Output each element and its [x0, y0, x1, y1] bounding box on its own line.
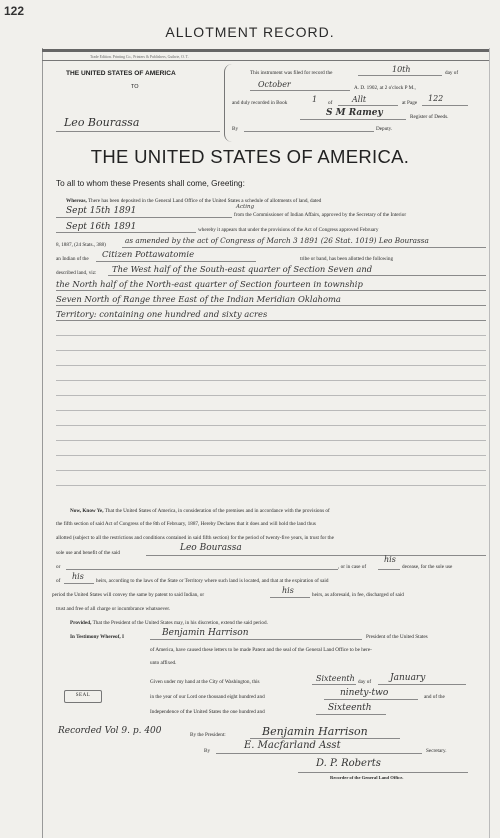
provided-text: That the President of the United States may, in his discretion, extend the said period.: [92, 620, 268, 626]
whereas-text-1: There has been deposited in the General Land Office of the United States a schedule of allotments of land, dated: [88, 198, 322, 204]
know-ye-or: or: [56, 564, 61, 570]
his-1-line: [378, 569, 400, 570]
acting-note: Acting: [236, 204, 255, 210]
whereas-lead: Whereas,: [66, 198, 87, 204]
testimony-text-3: unto affixed.: [150, 660, 177, 666]
whereas-text-4: 8, 1887, (24 Stats., 388): [56, 242, 106, 248]
given-text-2b: and of the: [424, 694, 445, 700]
blank-rule: [56, 470, 486, 471]
whereas-text-2: from the Commissioner of Indian Affairs, approved by the Secretary of the Interior: [234, 212, 407, 218]
blank-rule: [56, 335, 486, 336]
seal-label: SEAL: [75, 693, 91, 698]
page-number: 122: [4, 4, 25, 18]
deputy-label: Deputy.: [376, 126, 393, 132]
blank-rule: [56, 485, 486, 486]
register-signature: S M Ramey: [326, 108, 383, 118]
whereas-text-6: described land, viz:: [56, 270, 97, 276]
amendment-note: as amended by the act of Congress of March 3 1891 (26 Stat. 1019) Leo Bourassa: [125, 236, 429, 245]
by-president-label: By the President:: [190, 732, 226, 738]
page-value: 122: [428, 94, 444, 103]
greeting: To all to whom these Presents shall come, Greeting:: [56, 179, 245, 188]
blank-rule: [56, 350, 486, 351]
schedule-date: Sept 15th 1891: [66, 206, 137, 216]
given-year-line: [324, 699, 418, 700]
book-type-line: [338, 105, 398, 106]
his-3: his: [282, 586, 294, 595]
given-text-1b: day of: [358, 679, 372, 685]
filed-text: This instrument was filed for record the: [250, 70, 333, 76]
blank-rule: [56, 395, 486, 396]
line-7: [56, 290, 486, 291]
given-month-line: [378, 684, 466, 685]
whereas-text-5-end: tribe or band, has been allotted the following: [300, 256, 394, 262]
know-ye-line-1: [70, 508, 330, 514]
land-description-3: Seven North of Range three East of the Indian Meridian Oklahoma: [56, 294, 341, 304]
land-description-4: Territory: containing one hundred and sixty acres: [56, 309, 268, 319]
provided-line: [70, 620, 268, 626]
his-2: his: [72, 572, 84, 581]
day-of-label: day of: [445, 70, 459, 76]
register-title: Register of Deeds.: [410, 114, 449, 120]
recorded-volume-note: Recorded Vol 9. p. 400: [58, 726, 162, 736]
tribe-line: [96, 261, 256, 262]
know-ye-text-2: the fifth section of said Act of Congress of the 8th of February, 1887, Hereby Declares that it does and will hold the land thus: [56, 521, 316, 527]
blank-rule: [56, 455, 486, 456]
filed-month: October: [258, 80, 291, 89]
land-description-2: the North half of the North-east quarter of Section fourteen in township: [56, 279, 363, 289]
given-text-3: Independence of the United States the one hundred and: [150, 709, 265, 715]
ad-text: A. D. 1902, at 2 o'clock P M.,: [354, 85, 416, 91]
know-ye-text-7b: heirs, as aforesaid, in fee, discharged of said: [312, 592, 404, 598]
provided-lead: Provided,: [70, 620, 92, 626]
given-indep-line: [316, 714, 386, 715]
recorder-signature: D. P. Roberts: [316, 758, 381, 769]
by-label: By: [232, 126, 239, 132]
header-top-rule: [42, 49, 489, 52]
blank-rule: [56, 425, 486, 426]
given-month: January: [390, 673, 426, 683]
book-number: 1: [312, 95, 318, 104]
line-4: [122, 247, 486, 248]
know-ye-of: of: [56, 578, 61, 584]
secretary-line: [216, 753, 422, 754]
date2-line: [56, 232, 196, 233]
line-9: [56, 320, 486, 321]
tribe-name: Citizen Pottawatomie: [102, 250, 195, 260]
blank-rule: [56, 440, 486, 441]
know-ye-text-8: trust and free of all charge or incumbrance whatsoever.: [56, 606, 171, 612]
filed-day: 10th: [392, 65, 411, 74]
know-ye-text-5: , or in case of: [338, 564, 367, 570]
president-signature: Benjamin Harrison: [262, 725, 368, 738]
allottee-name: Leo Bourassa: [180, 543, 242, 553]
deputy-line: [244, 131, 374, 132]
name-line: [146, 555, 486, 556]
whereas-line-1: [66, 198, 321, 204]
grantor-label: THE UNITED STATES OF AMERICA: [66, 70, 176, 77]
given-text-2: in the year of our Lord one thousand eight hundred and: [150, 694, 265, 700]
header-rule-2: [42, 60, 489, 61]
know-ye-lead: Now, Know Ye,: [70, 508, 104, 514]
know-ye-text-3: allotted (subject to all the restrictions and conditions contained in said fifth section) for the period of twenty-five years, in trust for the: [56, 535, 334, 541]
record-title: ALLOTMENT RECORD.: [165, 24, 335, 40]
blank-rule: [56, 365, 486, 366]
recorded-text: and duly recorded in Book: [232, 100, 288, 106]
approval-date: Sept 16th 1891: [66, 222, 137, 232]
line-6: [108, 275, 486, 276]
date1-line: [56, 217, 232, 218]
recorder-title: Recorder of the General Land Office.: [330, 775, 404, 780]
or-line: [66, 569, 338, 570]
main-title: THE UNITED STATES OF AMERICA.: [90, 146, 410, 167]
page-label: at Page: [402, 100, 418, 106]
secretary-title: Secretary.: [426, 748, 447, 754]
recorder-line: [298, 772, 468, 773]
of-label: of: [328, 100, 333, 106]
testimony-text-2: of America, have caused these letters to be made Patent and the seal of the General Land Office to be here-: [150, 647, 372, 653]
secretary-signature: E. Macfarland Asst: [244, 740, 341, 751]
know-ye-text-1: That the United States of America, in consideration of the premises and in accordance with the provisions of: [104, 508, 330, 514]
given-day-line: [312, 684, 356, 685]
grantee-name: Leo Bourassa: [64, 116, 140, 129]
testimony-president: Benjamin Harrison: [162, 628, 249, 638]
know-ye-text-4: sole use and benefit of the said: [56, 550, 120, 556]
line-8: [56, 305, 486, 306]
blank-rule: [56, 380, 486, 381]
know-ye-text-7: period the United States will convey the same by patent to said Indian, or: [52, 592, 205, 598]
given-independence: Sixteenth: [328, 703, 372, 713]
blank-rule: [56, 410, 486, 411]
his-1: his: [384, 555, 396, 564]
whereas-text-3: whereby it appears that under the provisions of the Act of Congress approved February: [198, 227, 379, 233]
page-line: [422, 105, 468, 106]
register-line: [300, 119, 406, 120]
testimony-lead: In Testimony Whereof, I: [70, 634, 124, 640]
whereas-text-5: an Indian of the: [56, 256, 89, 262]
land-description-1: The West half of the South-east quarter of Section Seven and: [112, 264, 373, 274]
grantee-line: [56, 131, 220, 132]
his-3-line: [270, 597, 310, 598]
filed-month-line: [250, 90, 350, 91]
his-2-line: [64, 583, 94, 584]
know-ye-text-6: heirs, according to the laws of the State or Territory where such land is located, and that at the expiration of said: [96, 578, 329, 584]
testimony-text-1: President of the United States: [366, 634, 428, 640]
to-label: TO: [131, 84, 139, 90]
book-type: Allt: [352, 95, 367, 104]
printer-strip: Trade Edition. Printing Co., Printers & Publishers, Guthrie, O. T.: [90, 55, 189, 59]
given-year: ninety-two: [340, 688, 389, 698]
secretary-by-label: By: [204, 748, 211, 754]
know-ye-text-5c: decease, for the sole use: [402, 564, 453, 570]
president-sig-line: [250, 738, 400, 739]
testimony-president-line: [150, 639, 362, 640]
given-day: Sixteenth: [316, 674, 355, 683]
filed-day-line: [358, 75, 442, 76]
given-text-1: Given under my hand at the City of Washington, this: [150, 679, 260, 685]
